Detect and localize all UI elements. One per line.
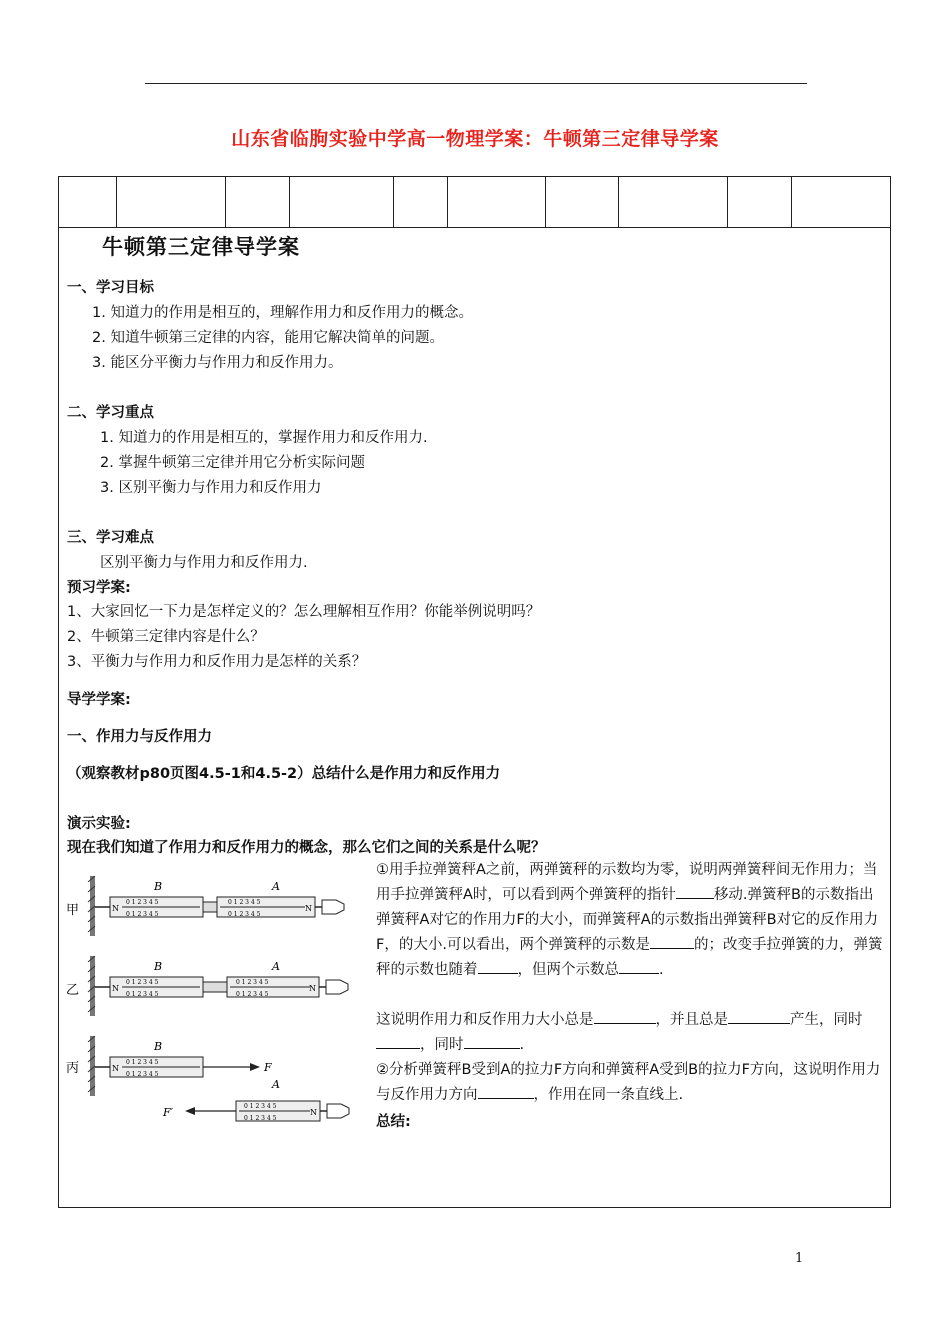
- svg-text:N: N: [310, 1108, 317, 1117]
- force-f-label: F: [264, 1061, 272, 1074]
- svg-text:0 1 2 3 4 5: 0 1 2 3 4 5: [126, 911, 159, 918]
- preview-item: 1、大家回忆一下力是怎样定义的？怎么理解相互作用？你能举例说明吗？: [67, 604, 541, 620]
- header-cell-divider: [545, 177, 546, 227]
- force-f-prime-label: F′: [163, 1106, 174, 1119]
- svg-text:0 1 2 3 4 5: 0 1 2 3 4 5: [228, 911, 261, 918]
- key-point-item: 3. 区别平衡力与作用力和反作用力: [100, 480, 322, 496]
- header-cells-row: [59, 177, 890, 228]
- row-label-yi: 乙: [66, 983, 80, 998]
- header-cell-divider: [727, 177, 728, 227]
- key-points-heading: 二、学习重点: [67, 405, 154, 421]
- fill-blank: [650, 933, 694, 949]
- preview-item: 3、平衡力与作用力和反作用力是怎样的关系？: [67, 654, 367, 670]
- fill-blank: [594, 1008, 656, 1024]
- preview-heading: 预习学案:: [67, 580, 131, 596]
- svg-text:0 1 2 3 4 5: 0 1 2 3 4 5: [126, 979, 159, 986]
- demo-text: 产生，同时: [790, 1012, 863, 1028]
- demo-text: .: [659, 962, 664, 978]
- svg-text:N: N: [112, 984, 119, 993]
- top-rule: [145, 83, 807, 84]
- svg-text:0 1 2 3 4 5: 0 1 2 3 4 5: [236, 991, 269, 998]
- fill-blank: [464, 1033, 520, 1049]
- fill-blank: [478, 958, 518, 974]
- hand-icon: [326, 980, 348, 994]
- difficulties-text: 区别平衡力与作用力和反作用力.: [100, 555, 308, 571]
- sheet-title: 牛顿第三定律导学案: [102, 235, 300, 259]
- page-number: 1: [795, 1251, 804, 1266]
- demo-paragraph-1: [376, 858, 886, 983]
- scale-b-label: B: [154, 880, 163, 893]
- header-cell-divider: [225, 177, 226, 227]
- svg-text:N: N: [309, 984, 316, 993]
- header-cell-divider: [618, 177, 619, 227]
- fill-blank: [619, 958, 659, 974]
- svg-text:B: B: [154, 960, 163, 973]
- preview-item: 2、牛顿第三定律内容是什么？: [67, 629, 265, 645]
- objective-item: 3. 能区分平衡力与作用力和反作用力。: [92, 355, 343, 371]
- svg-text:0 1 2 3 4 5: 0 1 2 3 4 5: [126, 1059, 159, 1066]
- demo-text: ，作用在同一条直线上.: [533, 1087, 684, 1103]
- demo-text: 移动.弹簧秤B的示数指出弹簧秤A对它的作用力F的大小，而弹簧秤A的示数指出弹簧秤B对它的反作用力F，的大小.可以看出，两个弹簧秤的示数是: [376, 887, 879, 953]
- svg-text:0 1 2 3 4 5: 0 1 2 3 4 5: [228, 899, 261, 906]
- objective-item: 1. 知道力的作用是相互的，理解作用力和反作用力的概念。: [92, 305, 473, 321]
- hand-icon: [327, 1104, 349, 1118]
- svg-text:0 1 2 3 4 5: 0 1 2 3 4 5: [126, 899, 159, 906]
- demo-text: ，同时: [420, 1037, 464, 1053]
- objective-item: 2. 知道牛顿第三定律的内容，能用它解决简单的问题。: [92, 330, 444, 346]
- header-cell-divider: [289, 177, 290, 227]
- demo-paragraph-3: [376, 1058, 886, 1108]
- svg-text:0 1 2 3 4 5: 0 1 2 3 4 5: [126, 991, 159, 998]
- demo-text: 这说明作用力和反作用力大小总是: [376, 1012, 594, 1028]
- difficulties-heading: 三、学习难点: [67, 530, 154, 546]
- key-point-item: 1. 知道力的作用是相互的，掌握作用力和反作用力.: [100, 430, 428, 446]
- guide-heading: 导学学案:: [67, 692, 131, 708]
- row-label-jia: 甲: [66, 903, 80, 918]
- demo-paragraph-2: [376, 1008, 886, 1058]
- scale-a-label: A: [272, 880, 280, 893]
- demo-text: ，并且总是: [655, 1012, 728, 1028]
- svg-text:A: A: [272, 1078, 280, 1091]
- fill-blank: [676, 883, 714, 899]
- svg-text:0 1 2 3 4 5: 0 1 2 3 4 5: [244, 1115, 277, 1122]
- demo-text: .: [519, 1037, 525, 1053]
- demo-text: ②分析弹簧秤B受到A的拉力F方向和弹簧秤A受到B的拉力F方向，这说明作用力与反作用力方向: [376, 1062, 881, 1103]
- row-label-bing: 丙: [66, 1061, 80, 1076]
- demo-text: ，但两个示数总: [517, 962, 619, 978]
- header-cell-divider: [447, 177, 448, 227]
- fill-blank: [478, 1083, 534, 1099]
- header-cell-divider: [116, 177, 117, 227]
- header-cell-divider: [791, 177, 792, 227]
- svg-text:N: N: [112, 1064, 119, 1073]
- demo-heading: 演示实验:: [67, 816, 131, 832]
- header-cell-divider: [393, 177, 394, 227]
- objectives-heading: 一、学习目标: [67, 280, 154, 296]
- key-point-item: 2. 掌握牛顿第三定律并用它分析实际问题: [100, 455, 365, 471]
- spring-balance-figure: [60, 870, 360, 1140]
- svg-text:N: N: [305, 904, 312, 913]
- fill-blank: [728, 1008, 790, 1024]
- fill-blank: [376, 1033, 420, 1049]
- demo-text: ①用手拉弹簧秤A之前，两弹簧秤的示数均为零，说明两弹簧秤间无作用力；当用手拉弹簧秤A时，可以看到两个弹簧秤的指针: [376, 862, 878, 903]
- demo-question: 现在我们知道了作用力和反作用力的概念，那么它们之间的关系是什么呢？: [67, 840, 546, 856]
- svg-text:0 1 2 3 4 5: 0 1 2 3 4 5: [244, 1103, 277, 1110]
- svg-text:N: N: [112, 904, 119, 913]
- section-heading: 一、作用力与反作用力: [67, 729, 212, 745]
- document-title: 山东省临朐实验中学高一物理学案：牛顿第三定律导学案: [231, 128, 719, 150]
- hand-icon: [322, 900, 344, 914]
- svg-text:B: B: [154, 1040, 163, 1053]
- svg-text:0 1 2 3 4 5: 0 1 2 3 4 5: [126, 1071, 159, 1078]
- summary-label: 总结:: [376, 1114, 411, 1130]
- svg-text:A: A: [272, 960, 280, 973]
- svg-text:0 1 2 3 4 5: 0 1 2 3 4 5: [236, 979, 269, 986]
- demo-text: 的；改变手拉弹簧的力，弹簧秤的示数也随着: [376, 937, 883, 978]
- observe-instruction: （观察教材p80页图4.5-1和4.5-2）总结什么是作用力和反作用力: [67, 766, 501, 782]
